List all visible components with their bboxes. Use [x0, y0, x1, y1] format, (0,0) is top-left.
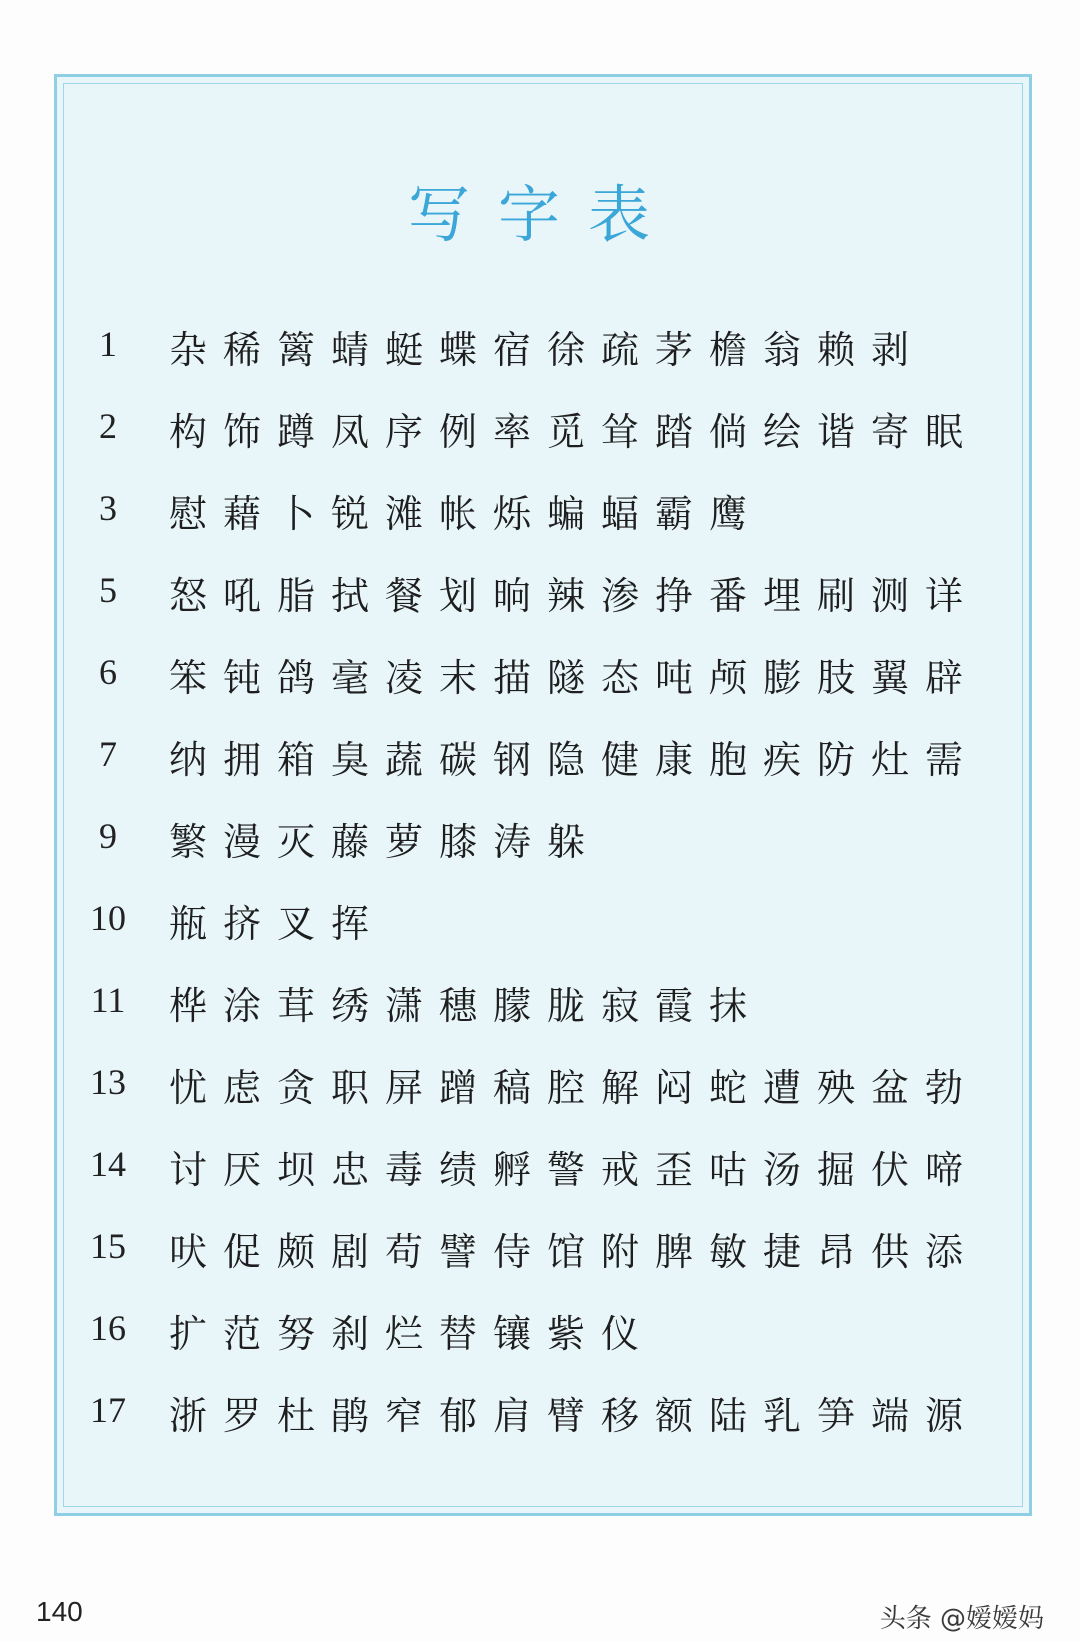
lesson-characters: 繁漫灭藤萝膝涛躲	[169, 820, 602, 864]
character-row	[57, 1295, 1029, 1377]
lesson-number: 11	[90, 980, 126, 1020]
character-row	[57, 393, 1029, 475]
lesson-number: 2	[99, 406, 117, 446]
lesson-number: 17	[90, 1390, 126, 1430]
lesson-characters: 笨钝鸽毫凌末描隧态吨颅膨肢翼辟	[169, 656, 980, 700]
lesson-number: 5	[99, 570, 117, 610]
lesson-characters: 纳拥箱臭蔬碳钢隐健康胞疾防灶需	[169, 738, 980, 782]
lesson-number: 13	[90, 1062, 126, 1102]
character-row	[57, 721, 1029, 803]
lesson-characters: 怒吼脂拭餐划晌辣渗挣番埋刷测详	[169, 574, 980, 618]
lesson-characters: 构饰蹲凤序例率觅耸踏倘绘谐寄眠	[169, 410, 980, 454]
page-number: 140	[36, 1596, 83, 1627]
character-row	[57, 967, 1029, 1049]
character-row	[57, 1131, 1029, 1213]
character-row	[57, 803, 1029, 885]
lesson-number: 15	[90, 1226, 126, 1266]
character-row	[57, 1049, 1029, 1131]
lesson-characters: 慰藉卜锐滩帐烁蝙蝠霸鹰	[169, 492, 764, 536]
lesson-number: 9	[99, 816, 117, 856]
lesson-number: 7	[99, 734, 117, 774]
lesson-characters: 忧虑贪职屏蹭稿腔解闷蛇遭殃盆勃	[169, 1066, 980, 1110]
character-row	[57, 311, 1029, 393]
character-row	[57, 1213, 1029, 1295]
lesson-characters: 吠促颇剧苟譬侍馆附脾敏捷昂供添	[169, 1230, 980, 1274]
character-row	[57, 557, 1029, 639]
lesson-characters: 瓶挤叉挥	[169, 902, 386, 946]
lesson-characters: 杂稀篱蜻蜓蝶宿徐疏茅檐翁赖剥	[169, 328, 926, 372]
lesson-number: 14	[90, 1144, 126, 1184]
lesson-number: 3	[99, 488, 117, 528]
character-row	[57, 885, 1029, 967]
lesson-characters: 桦涂茸绣潇穗朦胧寂霞抹	[169, 984, 764, 1028]
character-row	[57, 475, 1029, 557]
lesson-number: 16	[90, 1308, 126, 1348]
lesson-number: 10	[90, 898, 126, 938]
lesson-characters: 浙罗杜鹃窄郁肩臂移额陆乳笋端源	[169, 1394, 980, 1438]
character-row	[57, 639, 1029, 721]
page-title: 写字表	[407, 178, 678, 251]
watermark: 头条 @嫒嫒妈	[879, 1604, 1044, 1634]
character-row	[57, 1377, 1029, 1459]
lesson-number: 6	[99, 652, 117, 692]
character-rows	[57, 311, 1029, 1459]
lesson-characters: 扩范努刹烂替镶紫仪	[169, 1312, 656, 1356]
character-table-panel	[54, 74, 1032, 1516]
lesson-characters: 讨厌坝忠毒绩孵警戒歪咕汤掘伏啼	[169, 1148, 980, 1192]
lesson-number: 1	[99, 324, 117, 364]
